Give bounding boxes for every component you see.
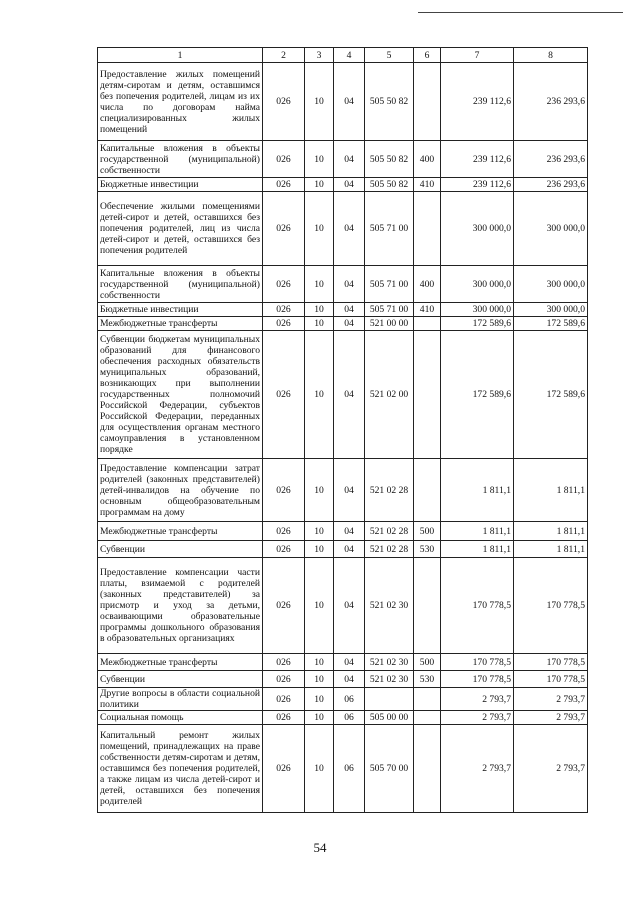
cell-name: Капитальные вложения в объекты государственной (муниципальной) собственности (98, 141, 263, 178)
cell-name: Социальная помощь (98, 711, 263, 725)
cell-rz: 10 (305, 141, 334, 178)
cell-csr: 521 00 00 (365, 317, 414, 331)
cell-pr: 04 (334, 141, 365, 178)
cell-gr: 026 (263, 671, 305, 688)
cell-sum2: 1 811,1 (514, 522, 588, 541)
table-row (98, 63, 588, 141)
cell-pr: 04 (334, 459, 365, 522)
cell-csr: 505 50 82 (365, 63, 414, 141)
cell-sum1: 1 811,1 (441, 459, 514, 522)
table-row (98, 541, 588, 558)
table-row (98, 654, 588, 671)
cell-name: Бюджетные инвестиции (98, 303, 263, 317)
cell-rz: 10 (305, 725, 334, 813)
col-header: 7 (441, 48, 514, 63)
cell-rz: 10 (305, 317, 334, 331)
cell-name: Предоставление компенсации затрат родителей (законных представителей) детей-инвалидов на обучение по основным общеобразовательным программам на дому (98, 459, 263, 522)
cell-gr: 026 (263, 178, 305, 192)
cell-csr: 505 71 00 (365, 192, 414, 266)
cell-csr: 505 00 00 (365, 711, 414, 725)
cell-csr: 521 02 28 (365, 459, 414, 522)
table-row (98, 725, 588, 813)
cell-name: Субвенции бюджетам муниципальных образований для финансового обеспечения расходных обязательств муниципальных образований, возникающих при выполнении государственных полномочий Российской Федерации, субъектов Российской Федерации, переданных для осуществления органам местного самоуправления в установленном порядке (98, 331, 263, 459)
cell-sum1: 1 811,1 (441, 522, 514, 541)
cell-rz: 10 (305, 303, 334, 317)
cell-gr: 026 (263, 317, 305, 331)
cell-pr: 04 (334, 671, 365, 688)
cell-sum1: 172 589,6 (441, 317, 514, 331)
table-row (98, 459, 588, 522)
cell-csr: 505 50 82 (365, 141, 414, 178)
cell-sum1: 170 778,5 (441, 671, 514, 688)
cell-sum2: 300 000,0 (514, 303, 588, 317)
cell-pr: 04 (334, 317, 365, 331)
cell-rz: 10 (305, 711, 334, 725)
cell-rz: 10 (305, 654, 334, 671)
cell-gr: 026 (263, 558, 305, 654)
cell-pr: 04 (334, 192, 365, 266)
cell-pr: 04 (334, 266, 365, 303)
cell-sum1: 172 589,6 (441, 331, 514, 459)
cell-pr: 06 (334, 725, 365, 813)
cell-name: Предоставление компенсации части платы, взимаемой с родителей (законных представителей) за присмотр и уход за детьми, осваивающими образовательные программы дошкольного образования в образовательных организациях (98, 558, 263, 654)
cell-vr (414, 459, 441, 522)
table-row (98, 522, 588, 541)
cell-gr: 026 (263, 688, 305, 711)
cell-sum2: 172 589,6 (514, 331, 588, 459)
cell-vr: 530 (414, 671, 441, 688)
cell-csr: 521 02 28 (365, 541, 414, 558)
cell-csr: 521 02 28 (365, 522, 414, 541)
cell-csr: 521 02 30 (365, 671, 414, 688)
cell-pr: 04 (334, 541, 365, 558)
cell-sum1: 239 112,6 (441, 141, 514, 178)
table-row (98, 688, 588, 711)
cell-name: Капитальные вложения в объекты государственной (муниципальной) собственности (98, 266, 263, 303)
cell-sum1: 1 811,1 (441, 541, 514, 558)
cell-pr: 04 (334, 654, 365, 671)
cell-vr: 410 (414, 303, 441, 317)
cell-name: Субвенции (98, 541, 263, 558)
table-row (98, 266, 588, 303)
cell-vr (414, 725, 441, 813)
cell-gr: 026 (263, 141, 305, 178)
cell-gr: 026 (263, 522, 305, 541)
cell-sum2: 236 293,6 (514, 141, 588, 178)
cell-name: Капитальный ремонт жилых помещений, принадлежащих на праве собственности детям-сиротам и детям, оставшимся без попечения родителей, а также лицам из числа детей-сирот и детей, оставшихся без попечения родителей (98, 725, 263, 813)
table-row (98, 178, 588, 192)
cell-pr: 04 (334, 331, 365, 459)
cell-vr: 410 (414, 178, 441, 192)
cell-csr: 521 02 30 (365, 558, 414, 654)
cell-rz: 10 (305, 558, 334, 654)
cell-sum2: 170 778,5 (514, 558, 588, 654)
cell-gr: 026 (263, 711, 305, 725)
cell-rz: 10 (305, 331, 334, 459)
cell-gr: 026 (263, 654, 305, 671)
table-row (98, 317, 588, 331)
cell-sum2: 236 293,6 (514, 63, 588, 141)
cell-gr: 026 (263, 63, 305, 141)
col-header: 8 (514, 48, 588, 63)
table-row (98, 331, 588, 459)
cell-rz: 10 (305, 178, 334, 192)
cell-sum2: 2 793,7 (514, 725, 588, 813)
cell-csr: 505 71 00 (365, 266, 414, 303)
top-rule (418, 12, 623, 13)
col-header: 1 (98, 48, 263, 63)
cell-sum2: 300 000,0 (514, 192, 588, 266)
col-header: 3 (305, 48, 334, 63)
cell-name: Другие вопросы в области социальной политики (98, 688, 263, 711)
cell-pr: 04 (334, 303, 365, 317)
page-number: 54 (313, 840, 327, 855)
cell-rz: 10 (305, 266, 334, 303)
cell-pr: 04 (334, 522, 365, 541)
cell-vr: 500 (414, 654, 441, 671)
budget-table (97, 47, 588, 813)
cell-gr: 026 (263, 303, 305, 317)
cell-sum2: 170 778,5 (514, 671, 588, 688)
cell-vr (414, 711, 441, 725)
cell-gr: 026 (263, 192, 305, 266)
col-header: 6 (414, 48, 441, 63)
cell-vr (414, 192, 441, 266)
cell-vr: 530 (414, 541, 441, 558)
cell-gr: 026 (263, 266, 305, 303)
cell-sum2: 300 000,0 (514, 266, 588, 303)
cell-vr: 400 (414, 141, 441, 178)
cell-csr: 505 50 82 (365, 178, 414, 192)
table-row (98, 303, 588, 317)
cell-pr: 06 (334, 711, 365, 725)
cell-vr (414, 63, 441, 141)
cell-name: Межбюджетные трансферты (98, 317, 263, 331)
cell-csr: 505 71 00 (365, 303, 414, 317)
cell-name: Межбюджетные трансферты (98, 522, 263, 541)
cell-gr: 026 (263, 331, 305, 459)
cell-name: Предоставление жилых помещений детям-сиротам и детям, оставшимся без попечения родителей, лицам из их числа по договорам найма специализированных жилых помещений (98, 63, 263, 141)
cell-sum2: 1 811,1 (514, 459, 588, 522)
cell-name: Обеспечение жилыми помещениями детей-сирот и детей, оставшихся без попечения родителей, лиц из числа детей-сирот и детей, оставшихся без попечения родителей (98, 192, 263, 266)
col-header: 4 (334, 48, 365, 63)
table-row (98, 711, 588, 725)
cell-rz: 10 (305, 541, 334, 558)
cell-csr: 505 70 00 (365, 725, 414, 813)
cell-vr (414, 317, 441, 331)
cell-gr: 026 (263, 459, 305, 522)
cell-sum1: 300 000,0 (441, 266, 514, 303)
cell-rz: 10 (305, 688, 334, 711)
table-row (98, 558, 588, 654)
cell-name: Межбюджетные трансферты (98, 654, 263, 671)
cell-csr: 521 02 00 (365, 331, 414, 459)
cell-sum1: 2 793,7 (441, 725, 514, 813)
cell-sum1: 300 000,0 (441, 192, 514, 266)
cell-sum2: 2 793,7 (514, 688, 588, 711)
cell-gr: 026 (263, 541, 305, 558)
cell-vr (414, 688, 441, 711)
cell-vr: 400 (414, 266, 441, 303)
cell-rz: 10 (305, 192, 334, 266)
cell-csr: 521 02 30 (365, 654, 414, 671)
cell-rz: 10 (305, 671, 334, 688)
cell-sum1: 2 793,7 (441, 688, 514, 711)
cell-name: Субвенции (98, 671, 263, 688)
cell-csr (365, 688, 414, 711)
cell-pr: 04 (334, 63, 365, 141)
cell-rz: 10 (305, 522, 334, 541)
cell-sum1: 170 778,5 (441, 654, 514, 671)
cell-sum2: 172 589,6 (514, 317, 588, 331)
cell-sum2: 170 778,5 (514, 654, 588, 671)
table-row (98, 671, 588, 688)
cell-pr: 04 (334, 178, 365, 192)
cell-sum1: 239 112,6 (441, 178, 514, 192)
cell-name: Бюджетные инвестиции (98, 178, 263, 192)
cell-rz: 10 (305, 459, 334, 522)
cell-vr: 500 (414, 522, 441, 541)
col-header: 2 (263, 48, 305, 63)
header-row (98, 48, 588, 63)
cell-pr: 06 (334, 688, 365, 711)
cell-sum2: 236 293,6 (514, 178, 588, 192)
cell-vr (414, 331, 441, 459)
cell-sum1: 239 112,6 (441, 63, 514, 141)
cell-sum1: 2 793,7 (441, 711, 514, 725)
table-row (98, 192, 588, 266)
table-row (98, 141, 588, 178)
cell-sum2: 2 793,7 (514, 711, 588, 725)
cell-gr: 026 (263, 725, 305, 813)
cell-sum1: 300 000,0 (441, 303, 514, 317)
cell-pr: 04 (334, 558, 365, 654)
cell-sum2: 1 811,1 (514, 541, 588, 558)
cell-vr (414, 558, 441, 654)
col-header: 5 (365, 48, 414, 63)
cell-rz: 10 (305, 63, 334, 141)
cell-sum1: 170 778,5 (441, 558, 514, 654)
